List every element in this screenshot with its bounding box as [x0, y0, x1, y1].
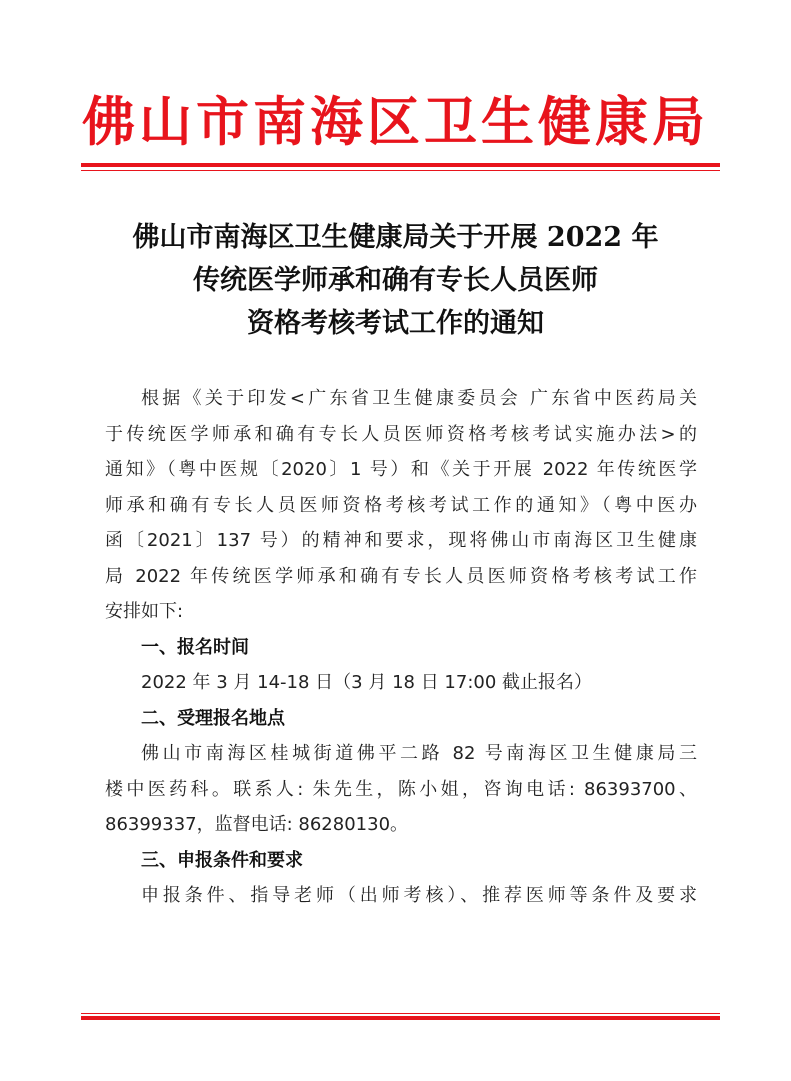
- title-line-3: 资格考核考试工作的通知: [247, 308, 544, 339]
- body-text-line: 佛山市南海区桂城街道佛平二路 82 号南海区卫生健康局三: [141, 743, 697, 764]
- body-text-line: 2022 年 3 月 14-18 日（3 月 18 日 17:00 截止报名）: [141, 672, 593, 693]
- document-title: [90, 216, 701, 345]
- body-text-line: 申报条件、指导老师（出师考核）、推荐医师等条件及要求: [141, 885, 697, 906]
- body-text-line: 安排如下:: [105, 601, 184, 622]
- body-text-line: 通知》（粤中医规〔2020〕1 号）和《关于开展 2022 年传统医学: [105, 459, 697, 480]
- section-heading-requirements: 三、申报条件和要求: [141, 849, 303, 871]
- body-text-line: 86399337，监督电话: 86280130。: [105, 814, 409, 835]
- footer-red-rule-thin: [81, 1013, 720, 1014]
- body-text-line: 楼中医药科。联系人: 朱先生，陈小姐，咨询电话: 86393700、: [105, 778, 697, 800]
- header-red-rule-thin: [81, 170, 720, 171]
- body-text-line: 师承和确有专长人员医师资格考核考试工作的通知》（粤中医办: [105, 494, 697, 516]
- agency-letterhead: 佛山市南海区卫生健康局: [82, 91, 709, 153]
- body-text-line: 局 2022 年传统医学师承和确有专长人员医师资格考核考试工作: [105, 565, 697, 587]
- section-heading-registration-location: 二、受理报名地点: [141, 707, 285, 729]
- title-line-1: 佛山市南海区卫生健康局关于开展 2022 年: [132, 222, 659, 253]
- section-heading-registration-time: 一、报名时间: [141, 636, 249, 658]
- title-line-2: 传统医学师承和确有专长人员医师: [193, 265, 598, 296]
- document-body: [105, 381, 697, 914]
- footer-red-rule-thick: [81, 1016, 720, 1020]
- body-text-line: 于传统医学师承和确有专长人员医师资格考核考试实施办法>的: [105, 423, 697, 445]
- body-text-line: 函〔2021〕137 号）的精神和要求，现将佛山市南海区卫生健康: [105, 530, 697, 551]
- body-text-line: 根据《关于印发<广东省卫生健康委员会 广东省中医药局关: [141, 388, 697, 409]
- header-red-rule-thick: [81, 163, 720, 167]
